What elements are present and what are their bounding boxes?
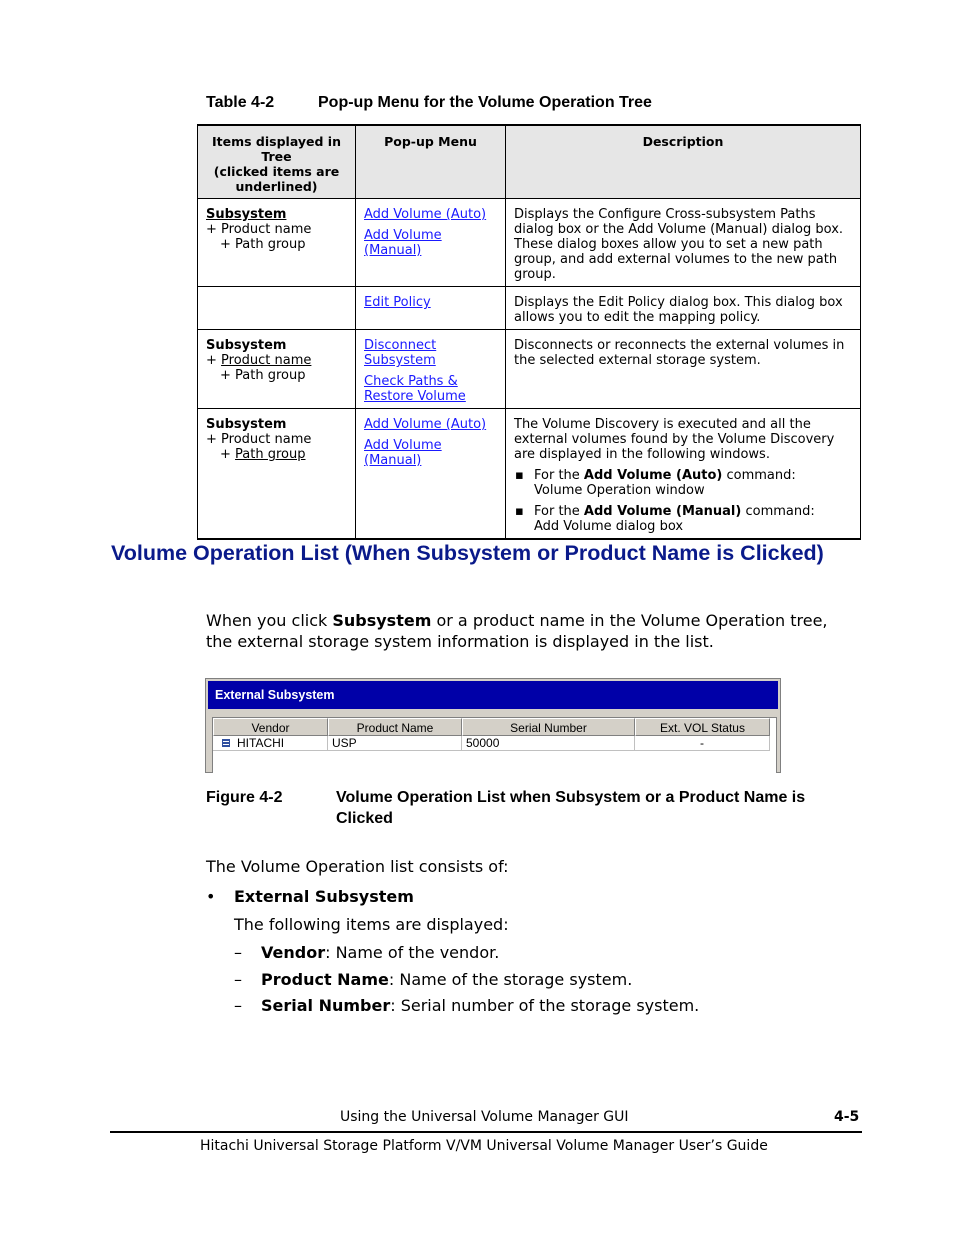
cell-serial: 50000 — [462, 736, 635, 751]
figure-title: Volume Operation List when Subsystem or a Product Name is Clicked — [336, 789, 806, 827]
table-row[interactable] — [213, 736, 776, 751]
dash-icon: – — [234, 970, 242, 989]
footer-book-title: Hitachi Universal Storage Platform V/VM Universal Volume Manager User’s Guide — [200, 1138, 768, 1154]
description-bullet: ▪ For the Add Volume (Manual) command: Add Volume dialog box — [515, 504, 815, 534]
items-cell — [198, 287, 356, 330]
description-cell — [506, 409, 861, 540]
menu-edit-policy[interactable]: Edit Policy — [364, 295, 431, 310]
menu-add-volume-auto[interactable]: Add Volume (Auto) — [364, 207, 487, 222]
header-popup-menu: Pop-up Menu — [356, 125, 506, 199]
items-cell — [198, 330, 356, 409]
section-title: Volume Operation List (When Subsystem or Product Name is Clicked) — [111, 541, 824, 565]
table-row — [198, 199, 861, 287]
list-item: – Vendor: Name of the vendor. — [234, 943, 500, 962]
header-items: Items displayed in Tree (clicked items are underlined) — [198, 125, 356, 199]
menu-cell — [356, 199, 506, 287]
dash-icon: – — [234, 943, 242, 962]
description-cell: Displays the Edit Policy dialog box. This dialog box allows you to edit the mapping policy. — [506, 287, 861, 330]
menu-add-volume-manual[interactable]: Add Volume (Manual) — [364, 438, 442, 468]
cell-product: USP — [328, 736, 462, 751]
description-cell: Disconnects or reconnects the external volumes in the selected external storage system. — [506, 330, 861, 409]
popup-menu-table — [197, 124, 861, 540]
footer-chapter: Using the Universal Volume Manager GUI — [340, 1109, 629, 1125]
menu-cell — [356, 330, 506, 409]
item-path-group: Path group — [235, 447, 306, 462]
list-header — [213, 718, 776, 736]
figure-number: Figure 4-2 — [206, 789, 283, 806]
item-product-name: Product name — [221, 353, 312, 368]
table-row — [198, 409, 861, 540]
list-intro: The Volume Operation list consists of: — [206, 857, 509, 876]
footer-divider — [110, 1131, 862, 1133]
table-caption — [206, 94, 652, 112]
menu-add-volume-auto[interactable]: Add Volume (Auto) — [364, 417, 487, 432]
item-path-group: + Path group — [220, 368, 306, 383]
menu-cell — [356, 409, 506, 540]
page-number: 4-5 — [834, 1109, 860, 1125]
column-product-name[interactable]: Product Name — [328, 718, 462, 736]
menu-check-paths-restore-volume[interactable]: Check Paths & Restore Volume — [364, 374, 466, 404]
list-item-label: External Subsystem — [234, 887, 414, 906]
intro-paragraph: When you click Subsystem or a product name in the Volume Operation tree, the external storage system information is displayed in the list. — [206, 611, 828, 651]
item-path-group-row: + Path group — [220, 447, 306, 462]
external-subsystem-screenshot — [205, 678, 781, 773]
menu-add-volume-manual[interactable]: Add Volume (Manual) — [364, 228, 442, 258]
dash-icon: – — [234, 996, 242, 1015]
description-cell: Displays the Configure Cross-subsystem Paths dialog box or the Add Volume (Manual) dialog box. These dialog boxes allow you to set a new path group, and add external volumes to the new path group. — [506, 199, 861, 287]
panel-edge — [777, 715, 780, 772]
item-subsystem: Subsystem — [206, 417, 287, 432]
table-row — [198, 287, 861, 330]
cell-vendor: HITACHI — [213, 736, 328, 751]
table-title: Pop-up Menu for the Volume Operation Tree — [318, 94, 652, 111]
bullet-square-icon: ▪ — [515, 504, 524, 519]
menu-disconnect-subsystem[interactable]: Disconnect Subsystem — [364, 338, 437, 368]
storage-icon — [221, 738, 231, 748]
list-item: – Product Name: Name of the storage system. — [234, 970, 633, 989]
column-vendor[interactable]: Vendor — [213, 718, 328, 736]
figure-caption — [206, 787, 856, 829]
item-product-name-row: + Product name — [206, 353, 312, 368]
table-row — [198, 330, 861, 409]
item-subsystem: Subsystem — [206, 338, 287, 353]
description-text: The Volume Discovery is executed and all the external volumes found by the Volume Discovery are displayed in the following windows. — [514, 417, 835, 462]
item-path-group: + Path group — [220, 237, 306, 252]
table-number: Table 4-2 — [206, 94, 275, 111]
menu-cell — [356, 287, 506, 330]
panel-title-bar: External Subsystem — [208, 681, 778, 709]
column-serial-number[interactable]: Serial Number — [462, 718, 635, 736]
list-item: – Serial Number: Serial number of the storage system. — [234, 996, 700, 1015]
item-product-name: + Product name — [206, 222, 312, 237]
table-header-row — [198, 125, 861, 199]
cell-status: - — [635, 736, 770, 751]
header-description: Description — [506, 125, 861, 199]
column-ext-vol-status[interactable]: Ext. VOL Status — [635, 718, 770, 736]
bullet-square-icon: ▪ — [515, 468, 524, 483]
item-subsystem: Subsystem — [206, 207, 287, 222]
sub-list-intro: The following items are displayed: — [234, 915, 509, 934]
list-item — [206, 886, 414, 907]
subsystem-list — [212, 717, 777, 773]
items-cell — [198, 199, 356, 287]
description-bullet: ▪ For the Add Volume (Auto) command: Volume Operation window — [515, 468, 796, 498]
item-product-name: + Product name — [206, 432, 312, 447]
items-cell — [198, 409, 356, 540]
bullet-icon: • — [206, 887, 216, 906]
